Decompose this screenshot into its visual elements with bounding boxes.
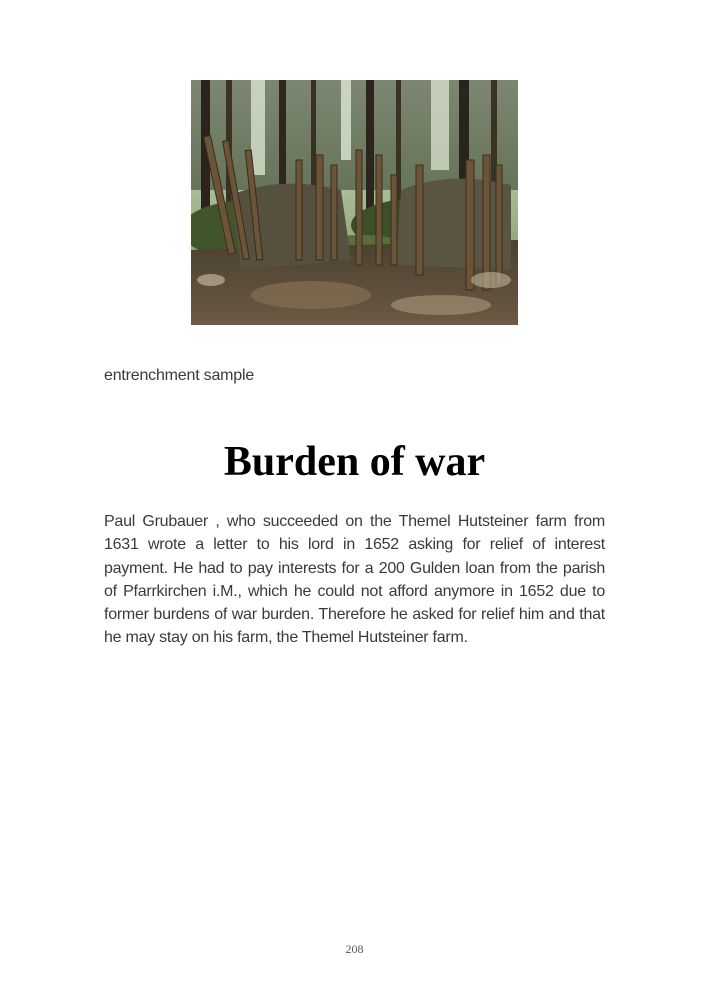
body-paragraph: Paul Grubauer , who succeeded on the Themel Hutsteiner farm from 1631 wrote a letter to his lord in 1652 asking for relief of interest payment. He had to pay interests for a 200 Gulden loan from the parish of Pfarrkirchen i.M., which he could not afford anymore in 1652 due to former burdens of war burden. Therefore he asked for relief him and that he may stay on his farm, the Themel Hutsteiner farm. [104,513,605,647]
section-heading: Burden of war [223,439,486,485]
entrenchment-photo [191,80,518,325]
page-number: 208 [345,942,364,956]
figure-caption: entrenchment sample [104,367,255,384]
